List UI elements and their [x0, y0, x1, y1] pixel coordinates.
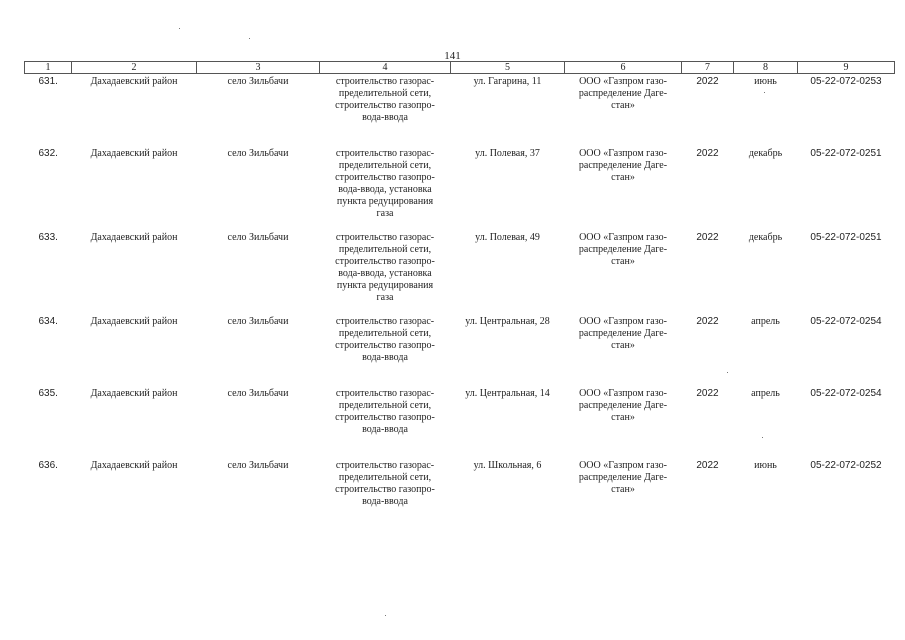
work-description-cell: строительство газорас- пределительной сети, строительство газопро- вода-ввода, установка пункта редуцирования газа	[335, 231, 435, 303]
scan-speck	[385, 615, 386, 616]
organization-cell: ООО «Газпром газо- распределение Даге- стан»	[578, 459, 668, 495]
month-cell: декабрь	[748, 147, 783, 159]
code-cell: 05-22-072-0251	[810, 231, 882, 243]
work-description-cell: строительство газорас- пределительной сети, строительство газопро- вода-ввода	[335, 76, 435, 123]
scan-speck	[249, 38, 250, 39]
table-row	[25, 458, 895, 530]
address-cell: ул. Гагарина, 11	[473, 76, 542, 87]
code-cell: 05-22-072-0254	[810, 315, 882, 327]
col-header-4: 4	[320, 62, 451, 74]
col-header-5: 5	[451, 62, 565, 74]
address-cell: ул. Полевая, 49	[475, 231, 540, 243]
table-row	[25, 230, 895, 314]
work-description-cell: строительство газорас- пределительной сети, строительство газопро- вода-ввода, установка пункта редуцирования газа	[335, 147, 435, 219]
row-number: 636.	[38, 459, 58, 471]
district-cell: Дахадаевский район	[90, 76, 178, 87]
header-row	[25, 62, 895, 74]
col-header-3: 3	[197, 62, 320, 74]
organization-cell: ООО «Газпром газо- распределение Даге- стан»	[578, 76, 668, 111]
month-cell: декабрь	[748, 231, 783, 243]
scan-speck	[727, 372, 728, 373]
row-number: 633.	[38, 231, 58, 243]
district-cell: Дахадаевский район	[90, 315, 178, 327]
table-body	[25, 74, 895, 530]
address-cell: ул. Школьная, 6	[473, 459, 542, 471]
col-header-7: 7	[682, 62, 734, 74]
col-header-2: 2	[72, 62, 197, 74]
year-cell: 2022	[696, 231, 719, 243]
address-cell: ул. Центральная, 28	[465, 315, 550, 327]
village-cell: село Зильбачи	[227, 315, 289, 327]
page-number: 141	[444, 50, 461, 62]
month-cell: апрель	[751, 387, 780, 399]
year-cell: 2022	[696, 315, 719, 327]
col-header-6: 6	[565, 62, 682, 74]
district-cell: Дахадаевский район	[90, 387, 178, 399]
row-number: 632.	[38, 147, 58, 159]
month-cell: июнь	[754, 459, 777, 471]
village-cell: село Зильбачи	[227, 231, 289, 243]
village-cell: село Зильбачи	[227, 459, 289, 471]
organization-cell: ООО «Газпром газо- распределение Даге- стан»	[578, 387, 668, 423]
col-header-9: 9	[798, 62, 895, 74]
district-cell: Дахадаевский район	[90, 459, 178, 471]
address-cell: ул. Полевая, 37	[475, 147, 540, 159]
row-number: 631.	[38, 76, 58, 87]
month-cell: июнь	[754, 76, 777, 87]
village-cell: село Зильбачи	[227, 387, 289, 399]
year-cell: 2022	[696, 387, 719, 399]
village-cell: село Зильбачи	[227, 147, 289, 159]
month-cell: апрель	[751, 315, 780, 327]
col-header-8: 8	[734, 62, 798, 74]
district-cell: Дахадаевский район	[90, 147, 178, 159]
work-description-cell: строительство газорас- пределительной сети, строительство газопро- вода-ввода	[335, 387, 435, 435]
organization-cell: ООО «Газпром газо- распределение Даге- стан»	[578, 231, 668, 267]
year-cell: 2022	[696, 459, 719, 471]
table-row	[25, 74, 895, 146]
scan-speck	[762, 437, 763, 438]
organization-cell: ООО «Газпром газо- распределение Даге- стан»	[578, 315, 668, 351]
code-cell: 05-22-072-0253	[810, 76, 882, 87]
work-description-cell: строительство газорас- пределительной сети, строительство газопро- вода-ввода	[335, 459, 435, 507]
table-row	[25, 146, 895, 230]
scan-speck	[764, 92, 765, 93]
district-cell: Дахадаевский район	[90, 231, 178, 243]
col-header-1: 1	[25, 62, 72, 74]
row-number: 635.	[38, 387, 58, 399]
code-cell: 05-22-072-0252	[810, 459, 882, 471]
code-cell: 05-22-072-0251	[810, 147, 882, 159]
village-cell: село Зильбачи	[227, 76, 289, 87]
table-row	[25, 314, 895, 386]
year-cell: 2022	[696, 76, 719, 87]
row-number: 634.	[38, 315, 58, 327]
work-description-cell: строительство газорас- пределительной сети, строительство газопро- вода-ввода	[335, 315, 435, 363]
year-cell: 2022	[696, 147, 719, 159]
table-row	[25, 386, 895, 458]
address-cell: ул. Центральная, 14	[465, 387, 550, 399]
scan-speck	[179, 28, 180, 29]
gasification-table	[24, 61, 895, 530]
code-cell: 05-22-072-0254	[810, 387, 882, 399]
organization-cell: ООО «Газпром газо- распределение Даге- стан»	[578, 147, 668, 183]
